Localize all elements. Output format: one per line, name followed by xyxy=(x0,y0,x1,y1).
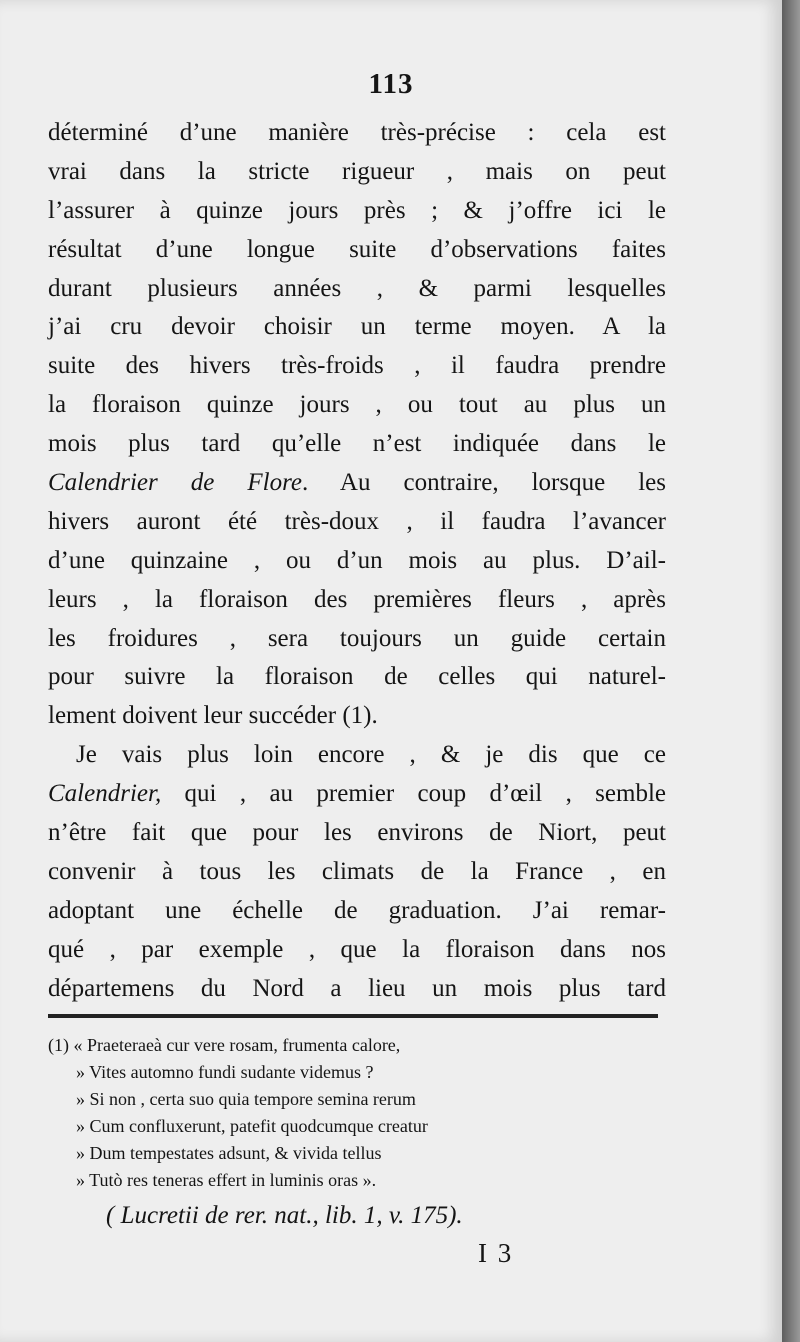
italic-title: Calendrier de Flore xyxy=(48,469,302,497)
footnote-line-3: » Si non , certa suo quia tempore semina rerum xyxy=(76,1089,416,1109)
text-line-22: qué , par exemple , que la floraison dans nos xyxy=(48,935,666,963)
text-line-5: durant plusieurs années , & parmi lesquelles xyxy=(48,274,666,302)
footnote-line-2: » Vites automno fundi sudante videmus ? xyxy=(76,1062,374,1082)
text-line-3: l’assurer à quinze jours près ; & j’offre ici le xyxy=(48,196,666,224)
text-line-21: adoptant une échelle de graduation. J’ai remar- xyxy=(48,896,666,924)
text-line-16: lement doivent leur succéder (1). xyxy=(48,702,378,730)
text-line-18: Calendrier, qui , au premier coup d’œil , semble xyxy=(48,780,666,808)
signature-mark: I 3 xyxy=(478,1238,514,1268)
footnote-citation: ( Lucretii de rer. nat., lib. 1, v. 175). xyxy=(106,1202,463,1229)
text-line-2: vrai dans la stricte rigueur , mais on peut xyxy=(48,157,666,185)
footnote xyxy=(48,1032,648,1234)
text-line-20: convenir à tous les climats de la France , en xyxy=(48,857,666,885)
text-line-12: d’une quinzaine , ou d’un mois au plus. D’ail- xyxy=(48,546,666,574)
text-line-11: hivers auront été très-doux , il faudra l’avancer xyxy=(48,507,666,535)
text-line-15: pour suivre la floraison de celles qui naturel- xyxy=(48,663,666,691)
text-line-10: Calendrier de Flore. Au contraire, lorsque les xyxy=(48,469,666,497)
italic-title: Calendrier, xyxy=(48,780,162,808)
body-text xyxy=(48,114,666,1008)
page-edge-shadow xyxy=(782,0,800,1342)
footnote-rule xyxy=(48,1014,658,1018)
text-line-19: n’être fait que pour les environs de Niort, peut xyxy=(48,819,666,847)
text-line-13: leurs , la floraison des premières fleurs , après xyxy=(48,585,666,613)
text-line-6: j’ai cru devoir choisir un terme moyen. A la xyxy=(48,313,666,341)
text-line-9: mois plus tard qu’elle n’est indiquée dans le xyxy=(48,430,666,458)
text-line-4: résultat d’une longue suite d’observations faites xyxy=(48,235,666,263)
text-line-8: la floraison quinze jours , ou tout au plus un xyxy=(48,391,666,419)
page-number: 113 xyxy=(368,68,414,100)
footnote-line-6: » Tutò res teneras effert in luminis oras ». xyxy=(76,1170,377,1190)
footnote-line-1: (1) « Praeteraeà cur vere rosam, frumenta calore, xyxy=(48,1035,401,1055)
text-line-14: les froidures , sera toujours un guide certain xyxy=(48,624,666,652)
text-line-17: Je vais plus loin encore , & je dis que ce xyxy=(76,741,666,769)
footnote-line-4: » Cum confluxerunt, patefit quodcumque creatur xyxy=(76,1116,428,1136)
text-line-1: déterminé d’une manière très-précise : cela est xyxy=(48,119,666,146)
text-line-23: départemens du Nord a lieu un mois plus tard xyxy=(48,974,666,1002)
footnote-line-5: » Dum tempestates adsunt, & vivida tellus xyxy=(76,1143,382,1163)
text-line-7: suite des hivers très-froids , il faudra prendre xyxy=(48,352,666,380)
